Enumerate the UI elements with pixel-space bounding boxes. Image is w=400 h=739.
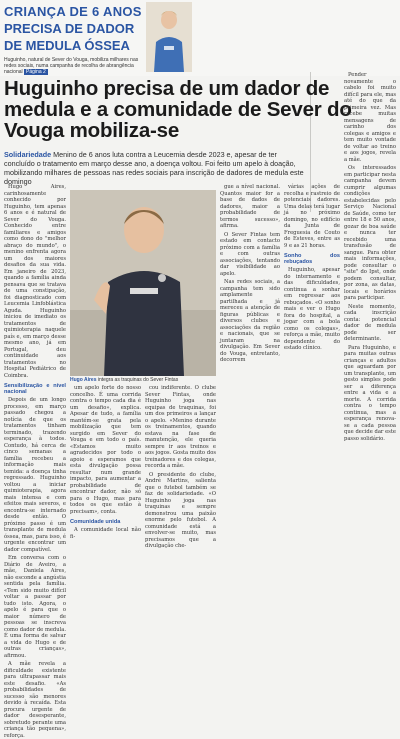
paragraph: Neste momento, cada inscrição conta: potencial dador de medula pode ser determinante. — [344, 303, 396, 342]
section-header — [0, 0, 400, 76]
photo-caption — [70, 377, 216, 383]
column-6 — [344, 72, 396, 522]
photo-caption-name: Hugo Aires — [70, 377, 97, 383]
article-headline: Huguinho precisa de um dador de medula e a comunidade de Sever do Vouga mobiliza-se — [4, 77, 352, 142]
paragraph: gue a nível nacional. Quantos maior for a base de dados de dadores, maior a probabilidade de termos sucesso», afirma. — [220, 184, 280, 229]
lead-label: Solidariedade — [4, 150, 52, 159]
boy-football-photo — [70, 190, 216, 376]
column-3 — [145, 385, 216, 549]
column-4 — [220, 184, 280, 522]
article-lead — [4, 150, 304, 186]
subheading: Sonho dos rebuçados — [284, 253, 340, 265]
subheading: Sensibilização e nível nacional — [4, 383, 66, 395]
article-photo — [70, 190, 216, 376]
column-2 — [70, 385, 141, 540]
paragraph: Depois de um longo processo, em março passado chegou a notícia de que os tratamentos tinham terminado, trazendo esperança à todos. Contudo, há cerca de cinco semanas a família recebeu a informação mais temida: a doença tinha regressado. Huguinho voltou a iniciar quimioterapia, agora mais intensa e com efeitos mais severos, e encontra-se internado desde então. O próximo passo é um transplante de medula óssea, mas, para isso, é urgente encontrar um dador compatível. — [4, 397, 66, 553]
paragraph: Em conversa com o Diário de Aveiro, a mãe, Daniela Aires, não esconde a angústia sentida pela família. «Tem sido muito difícil voltar a passar por tudo isto. Agora, o apelo é para que o maior número de pessoas se inscreva como dador de medula. É uma forma de salvar a vida do Hugo e de outras crianças», afirmou. — [4, 555, 66, 659]
paragraph: Para Huguinho, e para muitas outras crianças e adultos que aguardam por um transplante, um gesto simples pode ser a diferença entre a vida e a morte. A corrida contra o tempo continua, mas a esperança renova-se a cada pessoa que decide dar este passo solidário. — [344, 344, 396, 442]
paragraph: Huguinho, apesar do internamento e das dificuldades, continua a sonhar em regressar aos rebuçados. «O sonho mais e ver o Hugo fora do hospital, a jogar com a bola como os colegas», reforça a mãe, muito dependente do estado clínico. — [284, 267, 340, 351]
column-5 — [284, 184, 340, 522]
column-1 — [4, 184, 66, 739]
paragraph: várias ações de recolha e rastreio de potenciais dadores. Uma delas terá lugar já no próximo domingo, no edifício da Junta de Freguesia de Couto de Esteves, entre as 9 e as 21 horas. — [284, 184, 340, 249]
paragraph: O presidente do clube, André Martins, salienta que o futebol também se faz de solidariedade. «O Huguinho joga nas traquinas e sempre demonstrou uma paixão enorme pelo futebol. A comunidade está a envolver-se muito, mas precisamos que a divulgação che- — [145, 471, 216, 549]
paragraph: um apelo forte do nosso concelho. É uma corrida contra o tempo cada dia é um desafio», explica. Apesar de tudo, a família mantém-se grata pela mobilização que tem surgido em Sever do Vouga e em todo o país. «Estamos muito agradecidos por todo o apoio e esperamos que esta divulgação possa resultar num grande impacto, para aumentar a probabilidade de encontrar dador, não só para o Hugo, mas para todos os que estão à precisam», conta. — [70, 385, 141, 515]
paragraph: Os interessados em participar nesta campanha devem cumprir algumas condições estabelecidas pelo Serviço Nacional de Saúde, como ter entre 18 e 50 anos, gozar de boa saúde e nunca ter recebido uma transfusão de sangue. Para obter mais informações, pode consultar o "site" do Ipst, onde podem consultar, por zona, as datas, locais e horários para participar. — [344, 165, 396, 301]
header-caption — [4, 57, 144, 75]
paragraph: Hugo Aires, carinhosamente conhecido por Huguinho, tem apenas 6 anos e é natural de Sever do Vouga. Conhecido entre familiares e amigos como dono do "melhor abraço do mundo", o menino enfrenta agora um dos maiores desafios da sua vida. Em janeiro de 2023, quando a família ainda pensava que se tratava de uma constipação, foi diagnosticado com Leucemia Linfoblástica Aguda. Huguinho iniciou de imediato os tratamentos de quimioterapia naquele país e, em março desse mesmo ano, já em Portugal, deu continuidade aos tratamentos no Hospital Pediátrico de Coimbra. — [4, 184, 66, 379]
paragraph: Pender novamente o cabelo foi muito difícil para ele, mas até do que da primeira vez. Mas recebe muitas mensagens de carinho dos colegas e amigos e tem muito vontade de voltar ao treino e aos jogos, revela a mãe. — [344, 72, 396, 163]
boy-thumbnail-photo — [146, 2, 192, 72]
paragraph: A comunidade local não fi- — [70, 527, 141, 540]
header-caption-text: Huguinho, natural de Sever do Vouga, mobiliza milhares nas redes sociais, numa campanha de recolha de abrangência nacional — [4, 57, 139, 75]
paragraph: cou indiferente. O clube Sever Fintas, onde Huguinho joga nas equipas de traquinas, foi um dos primeiros a lançar o apelo. «Menino durante os treinamentos, quando estava na fase de manutenção, ele queria sempre ir aos treinos e aos jogos. Gosta muito dos treinadores e dos colegas, recorda a mãe. — [145, 385, 216, 469]
subheading: Comunidade unida — [70, 519, 121, 525]
boy-thumbnail-illustration — [146, 2, 192, 72]
kicker-line-3: DE MEDULA ÓSSEA — [4, 38, 130, 53]
kicker-line-2: PRECISA DE DADOR — [4, 21, 135, 36]
paragraph: Nas redes sociais, a campanha tem sido amplamente partilhada e já mereceu a atenção de figuras públicas e diversos clubes e associações da região e nacionais, que se juntaram na divulgação. Em Sever do Vouga, entretanto, decorrem — [220, 279, 280, 363]
photo-caption-text: integra as traquinas do Sever Fintas — [97, 377, 179, 383]
paragraph: A mãe revela a dificuldade existente para ultrapassar mais este desafio. «As probabilidades de sucesso são menores devido à recaída. Esta procura urgente de dador desesperante, sobretudo perante uma criança tão pequena», reforça. — [4, 661, 66, 739]
lead-text: Menino de 6 anos luta contra a Leucemia desde 2023 e, apesar de ter concluído o tratamento em março desse ano, a doença voltou. Foi feito um apelo à doação, mobilizando milhares de pessoas nas redes sociais para inscrição de dadores de medula este domingo — [4, 150, 304, 186]
kicker-line-1: CRIANÇA DE 6 ANOS — [4, 4, 142, 19]
page-reference: Página 2 — [26, 69, 46, 75]
paragraph: O Sever Fintas tem estado em contacto próximo com a família e com outras associações, tentando dar visibilidade ao apelo. — [220, 231, 280, 277]
